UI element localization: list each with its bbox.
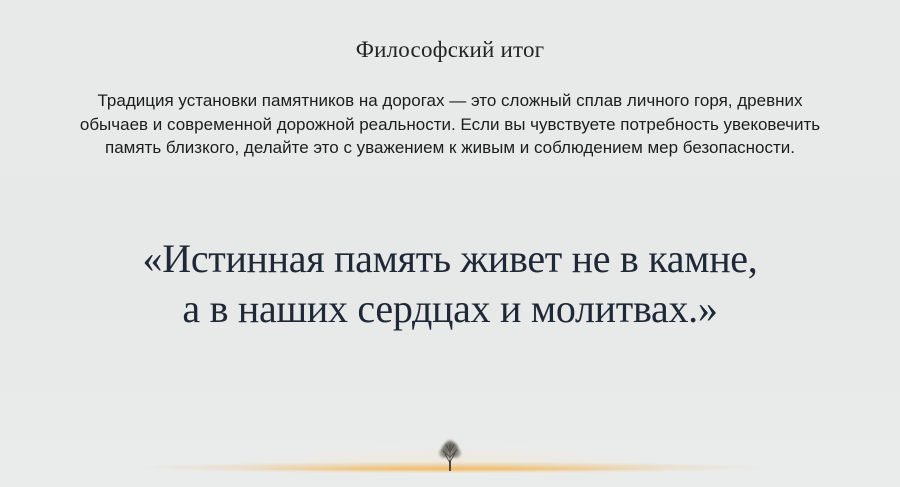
- quote-line-1: «Истинная память живет не в камне,: [142, 235, 758, 281]
- horizon-scene: [0, 407, 900, 487]
- horizon-haze: [162, 437, 738, 473]
- lone-tree-icon: [430, 435, 470, 471]
- quote-line-2: а в наших сердцах и молитвах.»: [182, 285, 718, 331]
- quote-block: [0, 234, 900, 334]
- horizon-glow-core: [189, 466, 711, 472]
- body-paragraph: Традиция установки памятников на дорогах — это сложный сплав личного горя, древних обычаев и современной дорожной реальности. Если вы чувствуете потребность увековечить память близкого, делайте это с уважением к живым и соблюдением мер безопасности.: [79, 91, 821, 157]
- horizon-glow: [36, 460, 864, 475]
- page-title: Философский итог: [355, 37, 545, 62]
